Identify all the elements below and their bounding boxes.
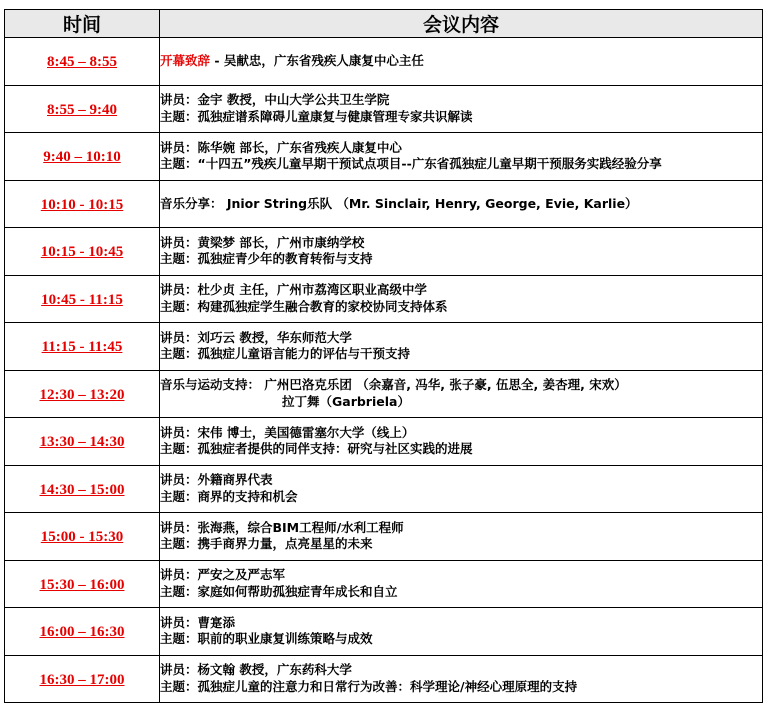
agenda-row <box>5 180 763 228</box>
time-cell <box>5 418 160 466</box>
opening-label: 开幕致辞 <box>160 53 211 68</box>
content-cell <box>160 608 763 656</box>
header-content: 会议内容 <box>160 10 763 38</box>
content-line: 音乐分享： Jnior String乐队 （Mr. Sinclair, Henry, George, Evie, Karlie） <box>160 195 638 211</box>
agenda-row <box>5 418 763 466</box>
agenda-row <box>5 38 763 86</box>
agenda-row <box>5 228 763 276</box>
time-cell <box>5 38 160 86</box>
header-time: 时间 <box>5 10 160 38</box>
time-slot: 14:30 – 15:00 <box>39 481 125 498</box>
time-cell <box>5 180 160 228</box>
content-cell <box>160 275 763 323</box>
time-cell <box>5 85 160 133</box>
opening-speaker: - 吴献忠，广东省残疾人康复中心主任 <box>214 53 424 68</box>
content-line: 讲员：曹寔添 <box>160 614 236 630</box>
time-cell <box>5 608 160 656</box>
content-line: 主题：孤独症儿童语言能力的评估与干预支持 <box>160 346 411 362</box>
time-slot: 11:15 - 11:45 <box>41 339 123 356</box>
time-slot: 15:00 - 15:30 <box>40 529 124 546</box>
agenda-row <box>5 275 763 323</box>
time-cell <box>5 228 160 276</box>
time-slot: 8:55 – 9:40 <box>47 101 117 118</box>
content-line: 讲员：陈华婉 部长，广东省残疾人康复中心 <box>160 139 402 155</box>
time-slot: 15:30 – 16:00 <box>39 576 125 593</box>
content-line: 主题：职前的职业康复训练策略与成效 <box>160 631 373 647</box>
content-cell <box>160 560 763 608</box>
time-cell <box>5 560 160 608</box>
content-line: 主题：孤独症儿童的注意力和日常行为改善：科学理论/神经心理原理的支持 <box>160 678 578 694</box>
time-slot: 10:45 - 11:15 <box>41 291 123 308</box>
content-cell <box>160 180 763 228</box>
content-line: 讲员：外籍商界代表 <box>160 472 273 488</box>
content-line: 讲员：黄梁梦 部长，广州市康纳学校 <box>160 234 365 250</box>
content-cell <box>160 513 763 561</box>
agenda-row <box>5 513 763 561</box>
time-cell <box>5 133 160 181</box>
time-cell <box>5 465 160 513</box>
content-line: 主题：孤独症青少年的教育转衔与支持 <box>160 251 373 267</box>
agenda-row <box>5 655 763 703</box>
agenda-row <box>5 465 763 513</box>
header-row <box>5 10 763 38</box>
agenda-row <box>5 323 763 371</box>
time-slot: 13:30 – 14:30 <box>39 434 125 451</box>
time-slot: 16:00 – 16:30 <box>39 624 125 641</box>
content-line: 讲员：杜少贞 主任，广州市荔湾区职业高级中学 <box>160 282 427 298</box>
content-line: 主题：携手商界力量，点亮星星的未来 <box>160 536 373 552</box>
content-line-indented: 拉丁舞（Garbriela） <box>282 393 410 409</box>
content-line: 讲员：金宇 教授，中山大学公共卫生学院 <box>160 92 390 108</box>
agenda-table <box>4 9 763 703</box>
content-line: 音乐与运动支持： 广州巴洛克乐团 （余嘉音, 冯华, 张子豪, 伍思全, 姜杏理, 宋欢） <box>160 377 627 393</box>
content-cell <box>160 133 763 181</box>
content-line: 讲员：宋伟 博士，美国德雷塞尔大学（线上） <box>160 424 415 440</box>
agenda-row <box>5 560 763 608</box>
content-line: 讲员：杨文翰 教授，广东药科大学 <box>160 662 352 678</box>
agenda-row <box>5 133 763 181</box>
content-line: 主题：孤独症者提供的同伴支持：研究与社区实践的进展 <box>160 441 473 457</box>
content-line: 主题：“十四五”残疾儿童早期干预试点项目--广东省孤独症儿童早期干预服务实践经验分享 <box>160 156 662 172</box>
time-cell <box>5 275 160 323</box>
time-cell <box>5 655 160 703</box>
content-cell <box>160 38 763 86</box>
time-slot: 10:10 - 10:15 <box>40 196 124 213</box>
content-line: 主题：构建孤独症学生融合教育的家校协同支持体系 <box>160 298 448 314</box>
content-cell <box>160 370 763 418</box>
content-line: 讲员：严安之及严志军 <box>160 567 286 583</box>
content-cell <box>160 655 763 703</box>
content-cell <box>160 465 763 513</box>
agenda-body <box>5 38 763 703</box>
time-slot: 12:30 – 13:20 <box>39 386 125 403</box>
time-cell <box>5 370 160 418</box>
agenda-row <box>5 370 763 418</box>
content-cell <box>160 228 763 276</box>
content-line: 讲员：刘巧云 教授，华东师范大学 <box>160 329 352 345</box>
content-line <box>160 53 762 70</box>
time-slot: 10:15 - 10:45 <box>40 244 124 261</box>
agenda-row <box>5 608 763 656</box>
time-cell <box>5 513 160 561</box>
content-cell <box>160 418 763 466</box>
content-line: 主题：商界的支持和机会 <box>160 488 298 504</box>
content-cell <box>160 323 763 371</box>
content-line: 主题：孤独症谱系障碍儿童康复与健康管理专家共识解读 <box>160 108 473 124</box>
agenda-row <box>5 85 763 133</box>
time-slot: 16:30 – 17:00 <box>39 671 125 688</box>
content-cell <box>160 85 763 133</box>
content-line: 讲员：张海燕，综合BIM工程师/水利工程师 <box>160 519 404 535</box>
time-slot: 9:40 – 10:10 <box>43 149 121 166</box>
time-slot: 8:45 – 8:55 <box>47 54 117 71</box>
content-line: 主题：家庭如何帮助孤独症青年成长和自立 <box>160 583 398 599</box>
time-cell <box>5 323 160 371</box>
